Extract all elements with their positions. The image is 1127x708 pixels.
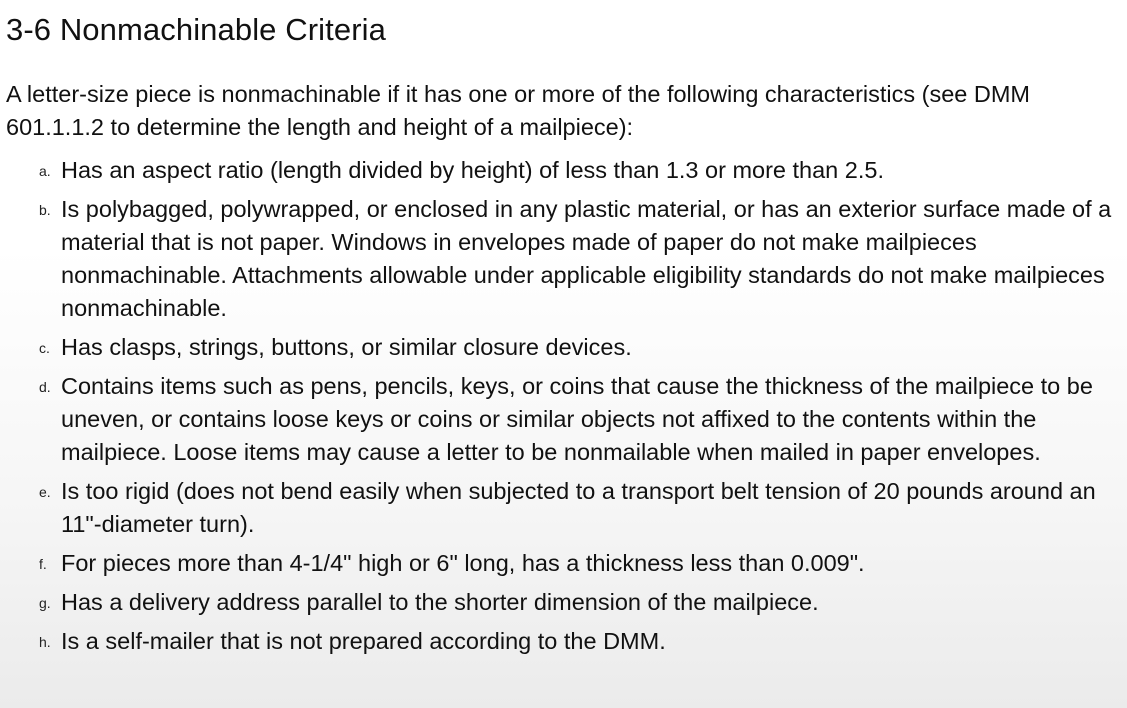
list-item-text: For pieces more than 4-1/4" high or 6" long, has a thickness less than 0.009". bbox=[61, 550, 865, 576]
list-marker: g. bbox=[39, 595, 51, 611]
list-item-e bbox=[6, 475, 1121, 541]
list-marker: h. bbox=[39, 634, 51, 650]
list-item-text: Has clasps, strings, buttons, or similar closure devices. bbox=[61, 334, 632, 360]
list-item-c bbox=[6, 331, 1121, 364]
list-marker: f. bbox=[39, 556, 47, 572]
list-item-text: Contains items such as pens, pencils, keys, or coins that cause the thickness of the mailpiece to be uneven, or contains loose keys or coins or similar objects not affixed to the contents within the mailpiece. Loose items may cause a letter to be nonmailable when mailed in paper envelopes. bbox=[61, 373, 1093, 465]
list-marker: a. bbox=[39, 163, 51, 179]
list-item-h bbox=[6, 625, 1121, 658]
list-marker: e. bbox=[39, 484, 51, 500]
list-item-a bbox=[6, 154, 1121, 187]
intro-paragraph: A letter-size piece is nonmachinable if it has one or more of the following characteristics (see DMM 601.1.1.2 to determine the length and height of a mailpiece): bbox=[6, 81, 1031, 140]
list-item-text: Has a delivery address parallel to the shorter dimension of the mailpiece. bbox=[61, 589, 819, 615]
list-item-b bbox=[6, 193, 1121, 325]
criteria-list bbox=[6, 154, 1121, 658]
list-item-g bbox=[6, 586, 1121, 619]
list-item-text: Is a self-mailer that is not prepared according to the DMM. bbox=[61, 628, 666, 654]
document-page bbox=[6, 10, 1121, 664]
list-item-text: Has an aspect ratio (length divided by height) of less than 1.3 or more than 2.5. bbox=[61, 157, 884, 183]
list-marker: c. bbox=[39, 340, 50, 356]
list-marker: d. bbox=[39, 379, 51, 395]
page-title: 3-6 Nonmachinable Criteria bbox=[6, 12, 386, 47]
list-item-f bbox=[6, 547, 1121, 580]
list-item-text: Is too rigid (does not bend easily when subjected to a transport belt tension of 20 pounds around an 11"-diameter turn). bbox=[61, 478, 1096, 537]
list-item-text: Is polybagged, polywrapped, or enclosed in any plastic material, or has an exterior surface made of a material that is not paper. Windows in envelopes made of paper do not make mailpieces nonmachinable. Attachments allowable under applicable eligibility standards do not make mailpieces nonmachinable. bbox=[61, 196, 1112, 321]
list-marker: b. bbox=[39, 202, 51, 218]
list-item-d bbox=[6, 370, 1121, 469]
